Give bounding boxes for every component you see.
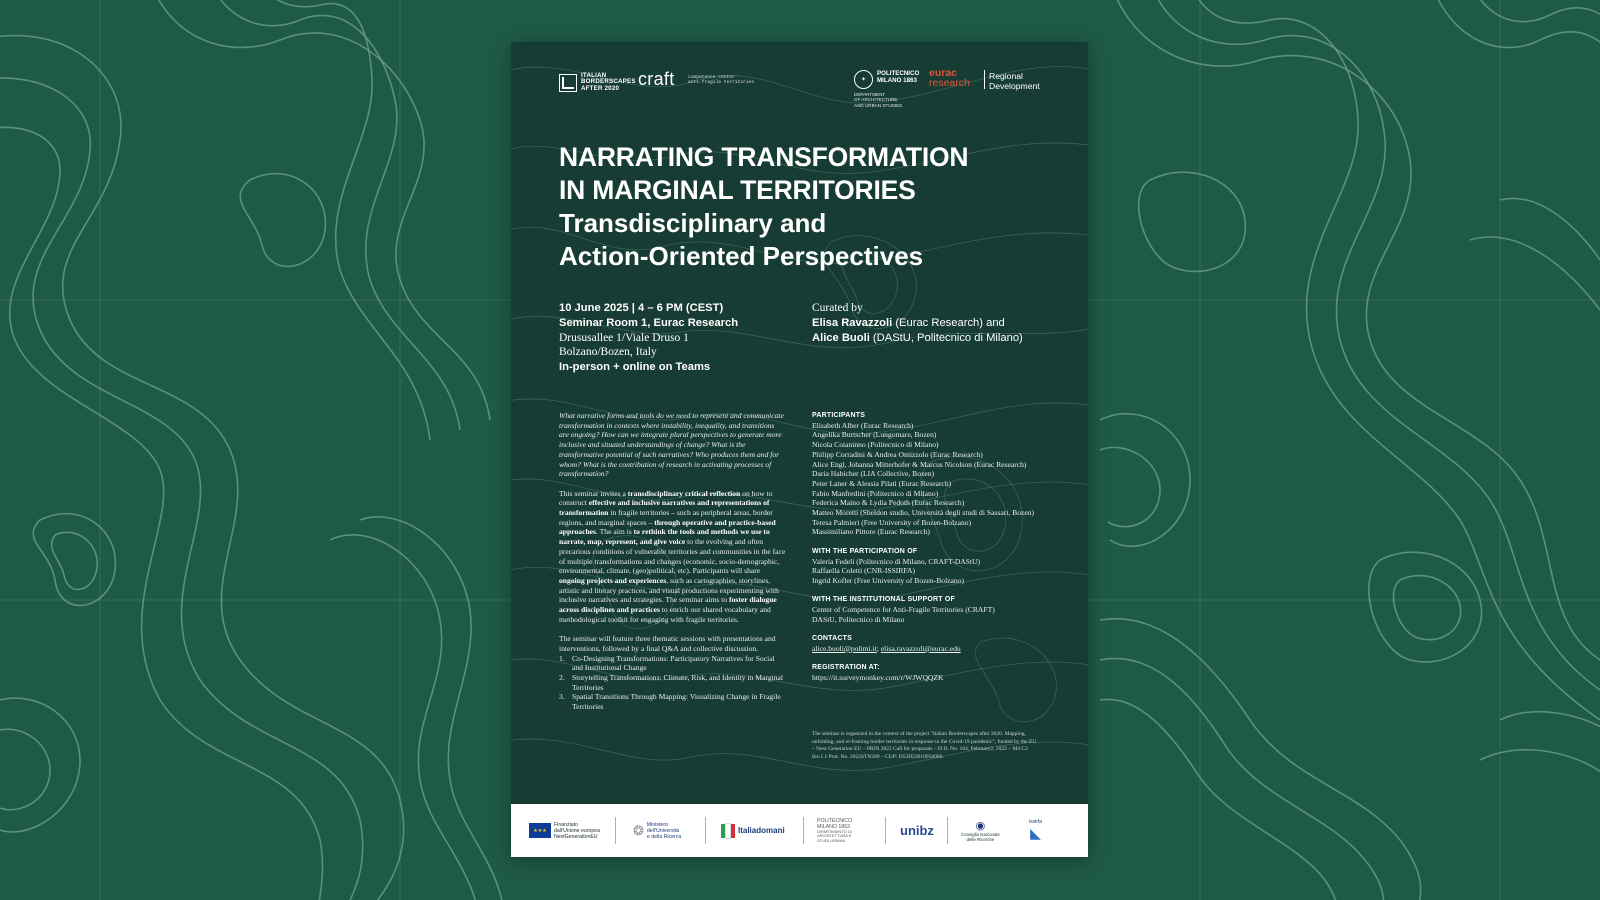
poster-title (559, 141, 1059, 207)
list-item: Massimiliano Pittore (Eurac Research) (812, 527, 930, 537)
craft-tagline (688, 75, 754, 85)
logo-divider (885, 817, 886, 844)
regional-development-label (989, 71, 1040, 91)
eurac-logo-line: research (929, 76, 970, 89)
list-item: Federica Maino & Lydia Pedoth (Eurac Research) (812, 498, 965, 508)
sponsor-logo-strip (511, 804, 1088, 857)
eu-text-line: Finanziato (554, 821, 578, 828)
description-paragraph: This seminar invites a transdisciplinary critical reflection on how to construct effective and inclusive narratives and representations of transformation in fragile territories – such as peripheral areas, border regions, and marginal spaces – through operative and practice-based approaches. The aim is to rethink the tools and methods we use to narrate, map, represent, and give voice to the evolving and often precarious conditions of vulnerable territories and communities in the face of multiple transformations and changes (economic, socio-demographic, environmental, climate, (geo)political, etc). Participants will share ongoing projects and experiences, such as cartographies, storylines, artistic and literary practices, and visual productions experimenting with inclusive narratives and strategies. The seminar aims to foster dialogue across disciplines and practices to enrich our shared vocabulary and methodological toolkit for engaging with fragile territories. (559, 488, 786, 624)
polimi-strip-line: POLITECNICO (817, 817, 853, 824)
craft-tagline-line: anti-fragile territories (688, 80, 755, 86)
italian-borderscapes-logo (559, 73, 636, 92)
event-details (559, 301, 738, 375)
title-line: IN MARGINAL TERRITORIES (559, 175, 916, 205)
list-item: Angelika Burtscher (Lungomare, Bozen) (812, 430, 937, 440)
dept-line: DEPARTMENT (854, 92, 886, 97)
logo-text-line: AFTER 2020 (581, 84, 620, 92)
logo-divider (803, 817, 804, 844)
list-item: 2. Storytelling Transformations: Climate, Risk, and Identity in Marginal Territories (559, 672, 783, 692)
list-item: Center of Competence for Anti-Fragile Territories (CRAFT) (812, 605, 995, 615)
unit-line: Regional (989, 71, 1023, 81)
sessions-intro: The seminar will feature three thematic sessions with presentations and interventions, followed by a final Q&A and collective discussion. (559, 634, 776, 653)
event-address-2: Bolzano/Bozen, Italy (559, 346, 657, 359)
registration-link[interactable]: https://it.surveymonkey.com/r/WJWQQZK (812, 672, 944, 682)
list-item: Valeria Fedeli (Politecnico di Milano, CRAFT-DAStU) (812, 556, 981, 566)
participants-heading: PARTICIPANTS (812, 412, 866, 419)
seminar-description (559, 411, 786, 712)
support-heading: WITH THE INSTITUTIONAL SUPPORT OF (812, 596, 955, 604)
curators (812, 301, 1023, 346)
list-item: Peter Laner & Alessia Pilati (Eurac Research) (812, 478, 952, 488)
participants-panel (812, 411, 1042, 683)
unibz-text: unibz (900, 823, 934, 838)
event-mode: In-person + online on Teams (559, 361, 711, 374)
curator-name: Alice Buoli (812, 332, 870, 344)
polimi-dept-line: ARCHITETTURA E (817, 833, 852, 839)
registration-heading: REGISTRATION AT: (812, 664, 880, 672)
eu-logo (529, 804, 600, 857)
mur-logo (633, 804, 681, 857)
italiadomani-logo (721, 804, 785, 857)
poster-subtitle (559, 207, 1059, 273)
cnr-emblem-icon: ◉ (975, 820, 986, 832)
eu-text-line: NextGenerationEU (554, 833, 598, 840)
list-item: 1. Co-Designing Transformations: Participatory Narratives for Social and Institutional Change (559, 653, 775, 673)
event-date: 10 June 2025 | 4 – 6 PM (CEST) (559, 302, 724, 314)
sessions-list (559, 654, 786, 712)
dept-line: OF ARCHITECTURE (854, 97, 898, 103)
mur-text-line: e della Ricerca (646, 833, 682, 840)
polimi-strip-line: MILANO 1863 (817, 823, 850, 830)
logo-divider (947, 817, 948, 844)
polimi-department (854, 92, 902, 108)
logo-divider (984, 70, 985, 89)
list-item: Teresa Palmieri (Free University of Bozen-Bolzano) (812, 517, 972, 527)
list-item: Fabio Manfredini (Politecnico di Milano) (812, 488, 939, 498)
list-item: Matteo Moretti (Sheldon studio, Università degli studi di Sassari, Bozen) (812, 508, 1035, 518)
craft-tagline-line: competence center (688, 75, 735, 80)
unibz-logo (900, 804, 934, 857)
eu-flag-icon: ★★★ (529, 823, 551, 838)
participation-heading: WITH THE PARTICIPATION OF (812, 547, 918, 555)
list-item: Raffaella Coletti (CNR-ISSIRFA) (812, 566, 916, 576)
curator-affiliation: (DAStU, Politecnico di Milano) (869, 332, 1023, 344)
dept-line: AND URBAN STUDIES (854, 102, 903, 108)
polimi-name-line: MILANO 1863 (877, 77, 917, 84)
eurac-research-logo (929, 69, 970, 88)
logo-divider (615, 817, 616, 844)
mur-text-line: Ministero (646, 821, 668, 828)
list-item: Nicola Coianinno (Politecnico di Milano) (812, 440, 939, 450)
polimi-dept-line: DIPARTIMENTO DI (817, 828, 852, 834)
polimi-strip-logo (817, 804, 852, 857)
email-link[interactable]: alice.buoli@polimi.it (812, 643, 877, 653)
curated-label: Curated by (812, 302, 863, 314)
contacts-heading: CONTACTS (812, 635, 852, 643)
event-room: Seminar Room 1, Eurac Research (559, 316, 739, 329)
event-address-1: Drususallee 1/Viale Druso 1 (559, 331, 689, 344)
list-item: Ingrid Kofler (Free University of Bozen-Bolzano) (812, 575, 965, 585)
italy-map-icon: ◣ (1030, 825, 1041, 841)
list-item: Elisabeth Alber (Eurac Research) (812, 420, 914, 430)
curator-name: Elisa Ravazzoli (812, 317, 893, 329)
logo-text-line: ITALIAN (581, 72, 607, 79)
italiadomani-text: Italiadomani (738, 826, 785, 835)
polimi-logo (854, 70, 919, 89)
polimi-name-line: POLITECNICO (877, 70, 920, 77)
subtitle-line: Transdisciplinary and (559, 208, 827, 238)
list-item: Daria Habicher (LIA Collective, Bozen) (812, 469, 935, 479)
seminar-poster (511, 42, 1088, 857)
logo-divider (705, 817, 706, 844)
issirfa-logo (1029, 804, 1042, 857)
unit-line: Development (989, 81, 1040, 91)
email-link[interactable]: elisa.ravazzoli@eurac.edu (880, 643, 961, 653)
list-item: DAStU, Politecnico di Milano (812, 614, 905, 624)
borderscapes-mark-icon (559, 74, 577, 92)
logo-text-line: BORDERSCAPES (581, 78, 636, 86)
cnr-logo (961, 804, 1000, 857)
curator-affiliation: (Eurac Research) and (892, 317, 1005, 329)
list-item: Philipp Corradini & Andrea Omizzolo (Eurac Research) (812, 449, 983, 459)
list-item: Alice Engl, Johanna Mitterhofer & Marcus Nicolson (Eurac Research) (812, 459, 1027, 469)
mur-text-line: dell'Università (646, 827, 680, 834)
eu-text-line: dall'Unione europea (554, 827, 600, 834)
intro-questions: What narrative forms and tools do we need to represent and communicate transformation in contexts where instability, inequality, and transitions are ongoing? How can we integrate plural perspectives to generate more inclusive and situated understandings of change? What is the transformative potential of such narratives? Who produces them and for whom? What is the contribution of research in activating processes of transformation? (559, 411, 784, 479)
funding-footnote: The seminar is organized in the context of the project "Italian Borderscapes after 2020. Mapping, unfolding, and re-framing border territories in response to the Covid-19 pandemic", funded by the EU – Next Generation EU – PRIN 2022 Call for proposals – D.D. No. 104, February2, 2022 – M4 C2 Inv.1.1 Prot. No. 2022STN289 – CUP: D53D23010950006. (812, 731, 1037, 760)
eurac-logo-line: eurac (929, 67, 958, 79)
mur-emblem-icon: ❂ (633, 822, 644, 838)
contacts-line: alice.buoli@polimi.it; elisa.ravazzoli@eurac.edu (812, 643, 961, 653)
issirfa-text: issirfa (1029, 819, 1043, 825)
cnr-text-line: Consiglio Nazionale (961, 832, 1000, 837)
subtitle-line: Action-Oriented Perspectives (559, 241, 924, 271)
polimi-dept-line: STUDI URBANI (817, 837, 846, 843)
title-line: NARRATING TRANSFORMATION (559, 142, 969, 172)
cnr-text-line: delle Ricerche (966, 837, 995, 842)
list-item: 3. Spatial Transitions Through Mapping: Visualizing Change in Fragile Territories (559, 692, 781, 712)
polimi-seal-icon: ✦ (854, 70, 873, 89)
craft-logo: craft (638, 69, 675, 89)
